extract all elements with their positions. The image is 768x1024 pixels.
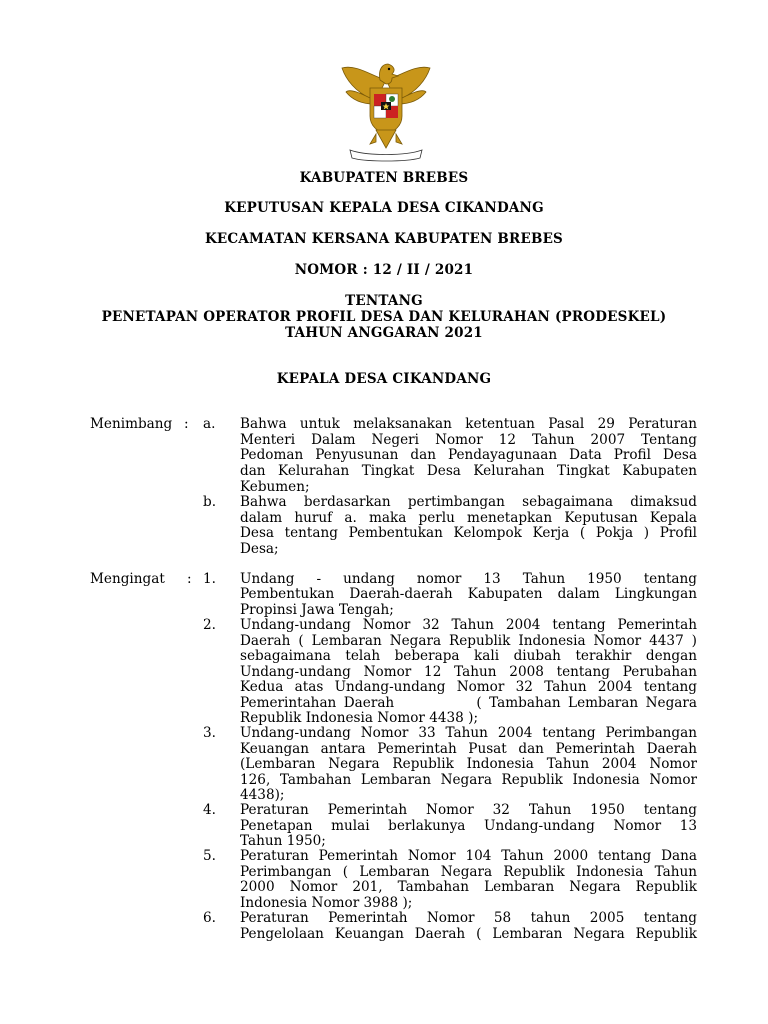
decree-number: NOMOR : 12 / II / 2021 [294,262,474,278]
item-line: Penetapan mulai berlakunya Undang-undang Nomor 13 [240,818,697,834]
item-line: Undang - undang nomor 13 Tahun 1950 tentang [240,571,697,587]
item-line: Desa; [240,541,279,557]
item-number: 4. [203,802,216,818]
item-number: 5. [203,848,216,864]
item-number: 1. [203,571,216,587]
tentang-label: TENTANG [345,293,423,309]
menimbang-label: Menimbang [90,416,173,432]
menimbang-colon: : [184,416,189,432]
item-line: 2000 Nomor 201, Tambahan Lembaran Negara Republik [240,879,697,895]
item-line: Republik Indonesia Nomor 4438 ); [240,710,479,726]
decree-title: KEPUTUSAN KEPALA DESA CIKANDANG [224,200,544,216]
item-line: Undang-undang Nomor 33 Tahun 2004 tentang Perimbangan [240,725,697,741]
item-line: 126, Tambahan Lembaran Negara Republik Indonesia Nomor [240,772,697,788]
garuda-icon [342,64,430,161]
item-line: dalam huruf a. maka perlu menetapkan Keputusan Kepala [240,510,697,526]
item-line: Bahwa untuk melaksanakan ketentuan Pasal 29 Peraturan [240,416,697,432]
decree-subject-year: TAHUN ANGGARAN 2021 [285,325,483,341]
garuda-emblem [336,58,436,162]
item-line: Daerah ( Lembaran Negara Republik Indonesia Nomor 4437 ) [240,633,697,649]
regency-name: KABUPATEN BREBES [299,170,469,186]
item-line: Perimbangan ( Lembaran Negara Republik Indonesia Tahun [240,864,697,880]
official-title: KEPALA DESA CIKANDANG [276,371,492,387]
item-number: 2. [203,617,216,633]
item-line: Peraturan Pemerintah Nomor 104 Tahun 2000 tentang Dana [240,848,697,864]
item-line: Peraturan Pemerintah Nomor 32 Tahun 1950 tentang [240,802,697,818]
item-line: 4438); [240,787,285,803]
item-line: Indonesia Nomor 3988 ); [240,895,413,911]
mengingat-colon: : [187,571,192,587]
item-number: a. [203,416,216,432]
item-line: Bahwa berdasarkan pertimbangan sebagaimana dimaksud [240,494,697,510]
mengingat-label: Mengingat [90,571,165,587]
item-line: Tahun 1950; [240,833,326,849]
item-line: Undang-undang Nomor 32 Tahun 2004 tentang Pemerintah [240,617,697,633]
item-line: Propinsi Jawa Tengah; [240,602,394,618]
item-line: Pemerintahan Daerah ( Tambahan Lembaran Negara [240,695,697,711]
item-number: 6. [203,910,216,926]
decree-subject: PENETAPAN OPERATOR PROFIL DESA DAN KELURAHAN (PRODESKEL) [101,309,667,325]
item-line: Peraturan Pemerintah Nomor 58 tahun 2005 tentang [240,910,697,926]
item-line: Keuangan antara Pemerintah Pusat dan Pemerintah Daerah [240,741,697,757]
item-line: Pembentukan Daerah-daerah Kabupaten dalam Lingkungan [240,586,697,602]
item-line: (Lembaran Negara Republik Indonesia Tahun 2004 Nomor [240,756,697,772]
item-number: b. [203,494,217,510]
item-line: Pengelolaan Keuangan Daerah ( Lembaran Negara Republik [240,926,697,942]
item-number: 3. [203,725,216,741]
item-line: Pedoman Penyusunan dan Pendayagunaan Data Profil Desa [240,447,697,463]
item-line: Undang-undang Nomor 12 Tahun 2008 tentang Perubahan [240,664,697,680]
item-line: Desa tentang Pembentukan Kelompok Kerja ( Pokja ) Profil [240,525,697,541]
item-line: Menteri Dalam Negeri Nomor 12 Tahun 2007 Tentang [240,432,697,448]
item-line: Kedua atas Undang-undang Nomor 32 Tahun 2004 tentang [240,679,697,695]
item-line: Kebumen; [240,479,310,495]
item-line: sebagaimana telah beberapa kali diubah terakhir dengan [240,648,697,664]
district-title: KECAMATAN KERSANA KABUPATEN BREBES [204,231,564,247]
item-line: dan Kelurahan Tingkat Desa Kelurahan Tingkat Kabupaten [240,463,697,479]
